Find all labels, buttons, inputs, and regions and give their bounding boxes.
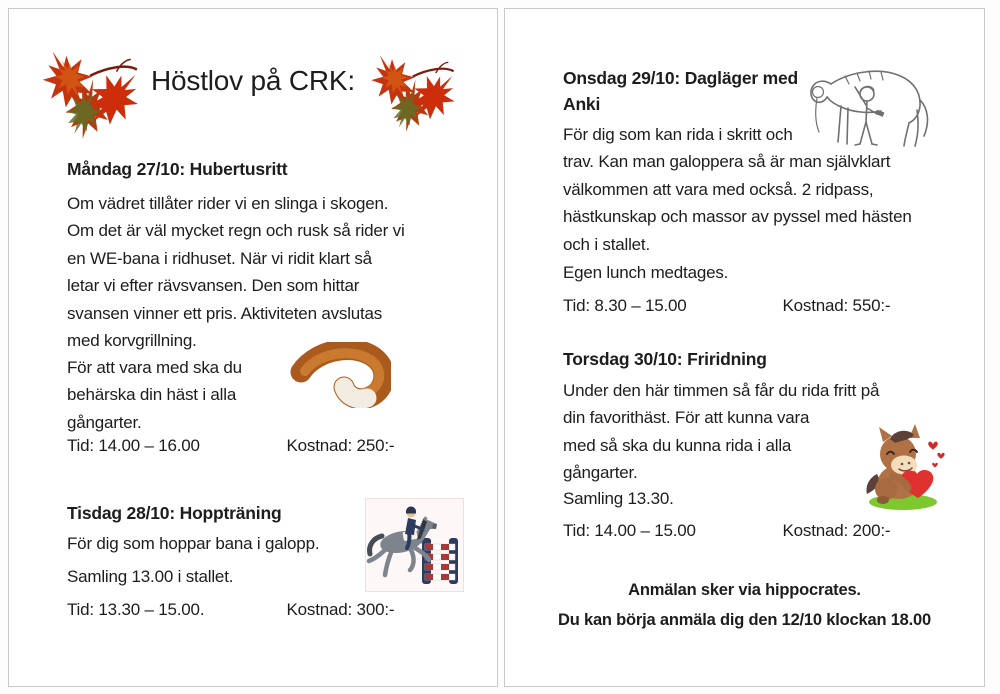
- body-line: För att vara med ska du: [67, 358, 242, 377]
- body-line: med så ska du kunna rida i alla: [563, 435, 792, 455]
- body-line: gångarter.: [563, 463, 638, 483]
- body-line: För dig som kan rida i skritt och: [563, 125, 793, 144]
- signup-note-line2: Du kan börja anmäla dig den 12/10 klockan 18.00: [557, 611, 931, 629]
- body-line: din favorithäst. För att kunna vara: [563, 408, 810, 428]
- tuesday-time-cost-row: [67, 600, 394, 620]
- fox-tail-image: [289, 342, 391, 408]
- pony-heart-image: [857, 412, 953, 514]
- body-line: med korvgrillning.: [67, 331, 197, 351]
- monday-heading: Måndag 27/10: Hubertusritt: [67, 159, 288, 179]
- body-line: gångarter.: [67, 412, 142, 432]
- signup-note-line1: Anmälan sker via hippocrates.: [628, 581, 861, 599]
- tuesday-line1: För dig som hoppar bana i galopp.: [67, 534, 320, 553]
- autumn-leaves-right-image: [361, 41, 459, 139]
- wednesday-lunch-note: Egen lunch medtages.: [563, 263, 729, 282]
- body-line: Om vädret tillåter rider vi en slinga i skogen.: [67, 194, 389, 213]
- wednesday-cost: Kostnad: 550:-: [782, 296, 891, 315]
- body-line: trav. Kan man galoppera så är man självklart: [563, 152, 891, 172]
- body-line: och i stallet.: [563, 234, 650, 254]
- monday-time: Tid: 14.00 – 16.00: [67, 436, 200, 455]
- monday-paragraph: [67, 190, 469, 354]
- monday-time-cost-row: [67, 436, 394, 456]
- tuesday-heading: Tisdag 28/10: Hoppträning: [67, 503, 282, 523]
- wednesday-paragraph: [563, 121, 953, 258]
- wednesday-time: Tid: 8.30 – 15.00: [563, 296, 687, 315]
- wednesday-time-cost-row: [563, 296, 890, 316]
- tuesday-time: Tid: 13.30 – 15.00.: [67, 600, 205, 619]
- thursday-time: Tid: 14.00 – 15.00: [563, 521, 696, 540]
- body-line: Om det är väl mycket regn och rusk så rider vi: [67, 221, 405, 241]
- heading-line: Anki: [563, 94, 601, 114]
- thursday-cost: Kostnad: 200:-: [782, 521, 891, 540]
- page-right: [504, 8, 985, 687]
- monday-cost: Kostnad: 250:-: [286, 436, 395, 455]
- monday-note: [67, 354, 307, 436]
- thursday-time-cost-row: [563, 521, 890, 541]
- thursday-heading: Torsdag 30/10: Friridning: [563, 349, 767, 369]
- thursday-samling: Samling 13.30.: [563, 489, 674, 508]
- body-line: letar vi efter rävsvansen. Den som hittar: [67, 276, 360, 296]
- body-line: välkommen att vara med också. 2 ridpass,: [563, 179, 874, 199]
- body-line: hästkunskap och massor av pyssel med hästen: [563, 207, 912, 227]
- heading-line: Onsdag 29/10: Dagläger med: [563, 68, 799, 88]
- body-line: behärska din häst i alla: [67, 385, 237, 405]
- page-left: [8, 8, 498, 687]
- page-title: Höstlov på CRK:: [151, 65, 355, 96]
- tuesday-cost: Kostnad: 300:-: [286, 600, 395, 619]
- body-line: svansen vinner ett pris. Aktiviteten avslutas: [67, 303, 383, 323]
- wednesday-heading: [563, 65, 798, 117]
- body-line: en WE-bana i ridhuset. När vi ridit klart så: [67, 248, 372, 268]
- show-jumping-image: [365, 498, 464, 592]
- tuesday-line2: Samling 13.00 i stallet.: [67, 567, 234, 586]
- body-line: Under den här timmen så får du rida fritt på: [563, 381, 880, 400]
